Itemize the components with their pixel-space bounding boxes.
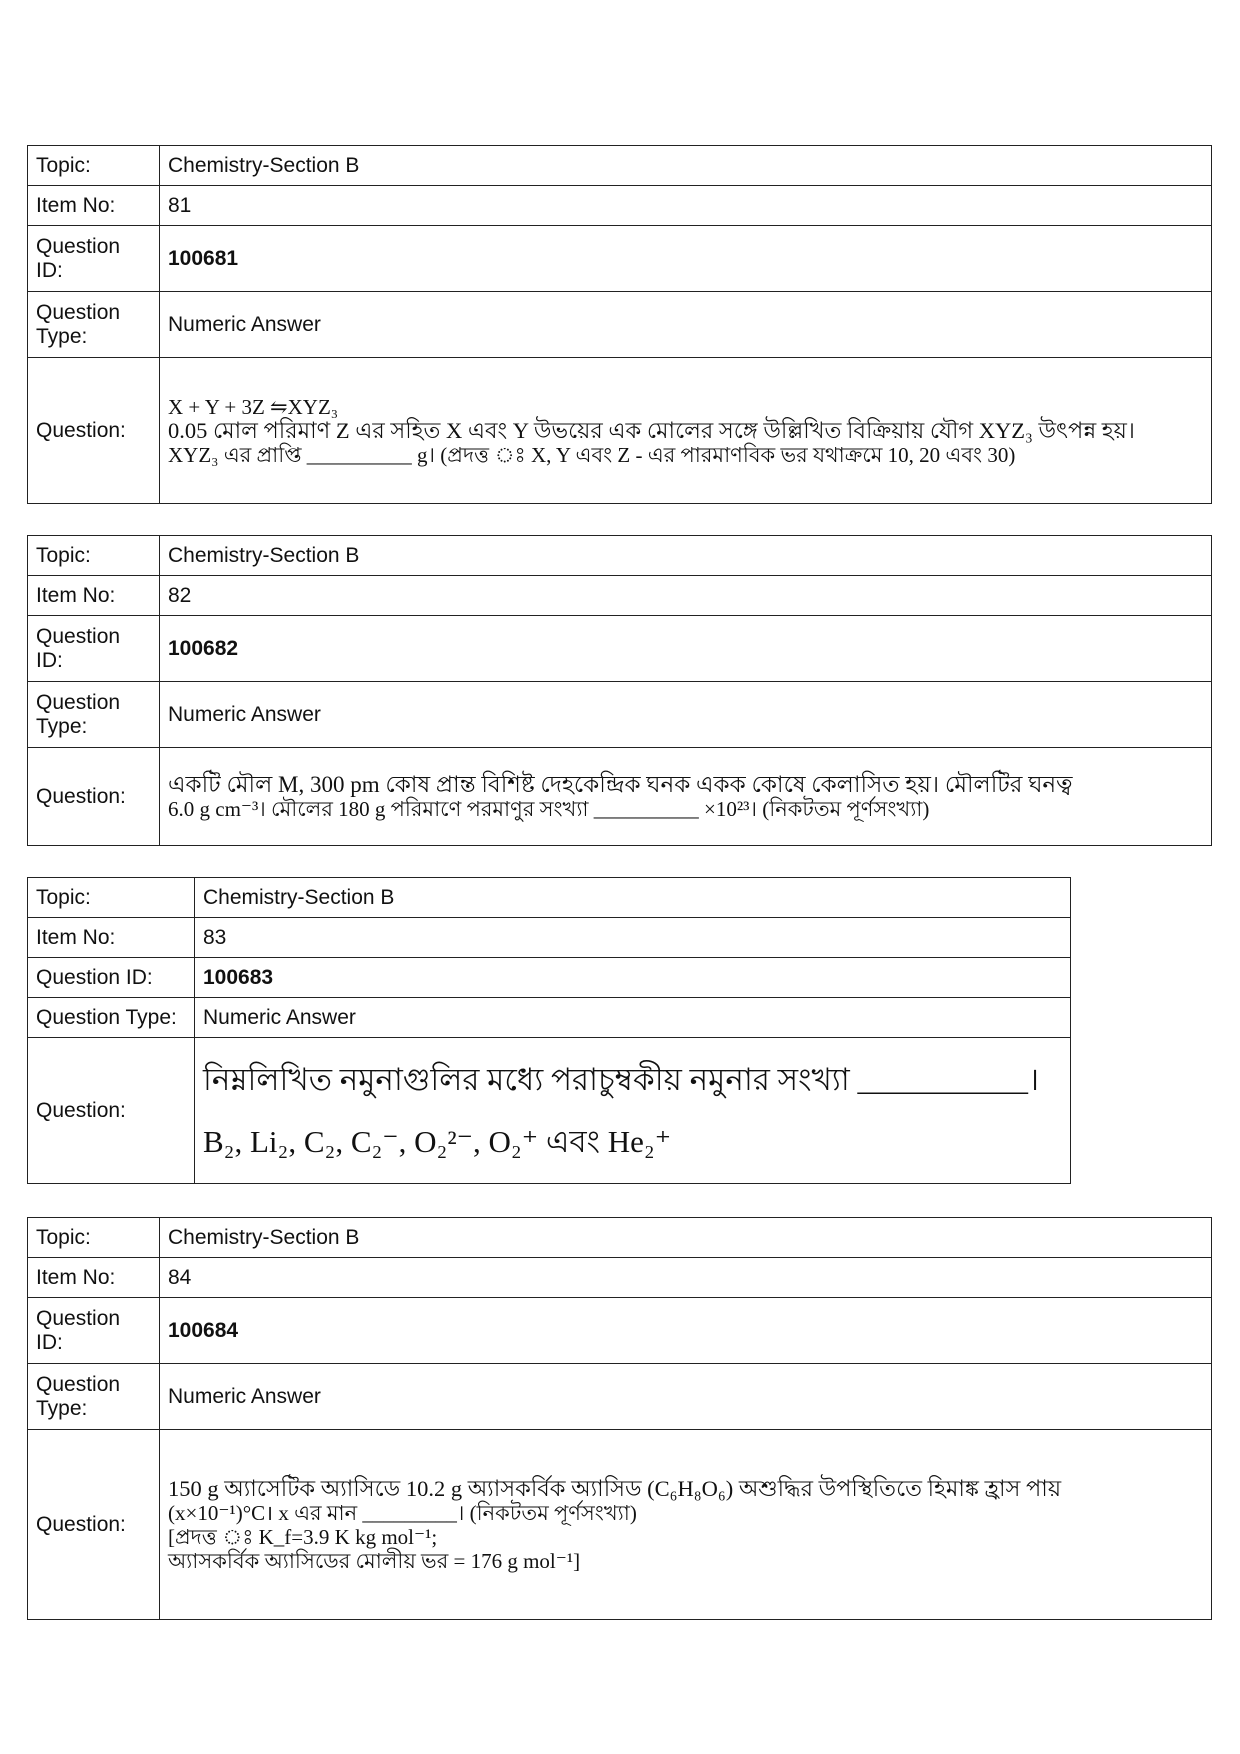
table-row — [28, 186, 1212, 226]
table-row — [28, 1430, 1212, 1620]
item-no-value: 84 — [160, 1258, 1212, 1298]
question-label: Question: — [28, 748, 160, 846]
topic-value: Chemistry-Section B — [160, 1218, 1212, 1258]
question-line: 6.0 g cm⁻³। মৌলের 180 g পরিমাণে পরমাণুর সংখ্যা __________ ×10²³। (নিকটতম পূর্ণসংখ্যা) — [168, 796, 930, 821]
question-label: Question: — [28, 1430, 160, 1620]
question-table-83 — [27, 877, 1071, 1184]
question-line: X + Y + 3Z ⇋XYZ₃ — [168, 394, 339, 419]
question-type-value: Numeric Answer — [160, 682, 1212, 748]
table-row — [28, 146, 1212, 186]
question-id-value: 100683 — [195, 958, 1071, 998]
table-row — [28, 1218, 1212, 1258]
question-label: Question: — [28, 358, 160, 504]
topic-value: Chemistry-Section B — [160, 536, 1212, 576]
table-row — [28, 536, 1212, 576]
table-row — [28, 1038, 1071, 1184]
table-row — [28, 918, 1071, 958]
table-row — [28, 292, 1212, 358]
item-no-label: Item No: — [28, 918, 195, 958]
question-id-value: 100681 — [160, 226, 1212, 292]
question-type-label: Question Type: — [28, 682, 160, 748]
question-id-label: Question ID: — [28, 1298, 160, 1364]
table-row — [28, 998, 1071, 1038]
question-line: 150 g অ্যাসেটিক অ্যাসিডে 10.2 g অ্যাসকর্বিক অ্যাসিড (C₆H₈O₆) অশুদ্ধির উপস্থিতিতে হিমাঙ্ক হ্রাস পায় — [168, 1475, 1062, 1501]
question-id-value: 100682 — [160, 616, 1212, 682]
question-text — [160, 1430, 1212, 1620]
topic-value: Chemistry-Section B — [160, 146, 1212, 186]
question-type-label: Question Type: — [28, 292, 160, 358]
question-line: অ্যাসকর্বিক অ্যাসিডের মোলীয় ভর = 176 g mol⁻¹] — [168, 1548, 581, 1573]
question-type-value: Numeric Answer — [160, 292, 1212, 358]
item-no-value: 83 — [195, 918, 1071, 958]
table-row — [28, 358, 1212, 504]
topic-value: Chemistry-Section B — [195, 878, 1071, 918]
question-id-label: Question ID: — [28, 958, 195, 998]
question-id-value: 100684 — [160, 1298, 1212, 1364]
question-id-label: Question ID: — [28, 616, 160, 682]
question-type-label: Question Type: — [28, 998, 195, 1038]
question-id-label: Question ID: — [28, 226, 160, 292]
topic-label: Topic: — [28, 1218, 160, 1258]
topic-label: Topic: — [28, 536, 160, 576]
table-row — [28, 958, 1071, 998]
topic-label: Topic: — [28, 146, 160, 186]
question-text — [160, 358, 1212, 504]
table-row — [28, 226, 1212, 292]
question-line: একটি মৌল M, 300 pm কোষ প্রান্ত বিশিষ্ট দেহকেন্দ্রিক ঘনক একক কোষে কেলাসিত হয়। মৌলটির ঘনত্ব — [168, 771, 1073, 797]
question-type-value: Numeric Answer — [195, 998, 1071, 1038]
item-no-value: 82 — [160, 576, 1212, 616]
question-text — [195, 1038, 1071, 1184]
table-row — [28, 576, 1212, 616]
question-line: (x×10⁻¹)°C। x এর মান _________। (নিকটতম পূর্ণসংখ্যা) — [168, 1500, 637, 1525]
question-line: B₂, Li₂, C₂, C₂⁻, O₂²⁻, O₂⁺ এবং He₂⁺ — [203, 1123, 672, 1159]
question-line: [প্রদত্ত ঃ K_f=3.9 K kg mol⁻¹; — [168, 1524, 438, 1549]
item-no-label: Item No: — [28, 576, 160, 616]
table-row — [28, 748, 1212, 846]
question-type-value: Numeric Answer — [160, 1364, 1212, 1430]
table-row — [28, 878, 1071, 918]
question-line: নিম্নলিখিত নমুনাগুলির মধ্যে পরাচুম্বকীয় নমুনার সংখ্যা ___________। — [203, 1061, 1040, 1097]
table-row — [28, 1298, 1212, 1364]
table-row — [28, 616, 1212, 682]
question-line: XYZ₃ এর প্রাপ্তি __________ g। (প্রদত্ত ঃ X, Y এবং Z - এর পারমাণবিক ভর যথাক্রমে 10, 20 এবং 30) — [168, 442, 1016, 467]
question-table-82 — [27, 535, 1212, 846]
question-table-81 — [27, 145, 1212, 504]
item-no-label: Item No: — [28, 186, 160, 226]
question-label: Question: — [28, 1038, 195, 1184]
topic-label: Topic: — [28, 878, 195, 918]
question-type-label: Question Type: — [28, 1364, 160, 1430]
question-line: 0.05 মোল পরিমাণ Z এর সহিত X এবং Y উভয়ের এক মোলের সঙ্গে উল্লিখিত বিক্রিয়ায় যৌগ XYZ₃ উৎপন্ন হয়। — [168, 417, 1135, 443]
table-row — [28, 1258, 1212, 1298]
item-no-value: 81 — [160, 186, 1212, 226]
table-row — [28, 1364, 1212, 1430]
question-text — [160, 748, 1212, 846]
item-no-label: Item No: — [28, 1258, 160, 1298]
question-table-84 — [27, 1217, 1212, 1620]
table-row — [28, 682, 1212, 748]
